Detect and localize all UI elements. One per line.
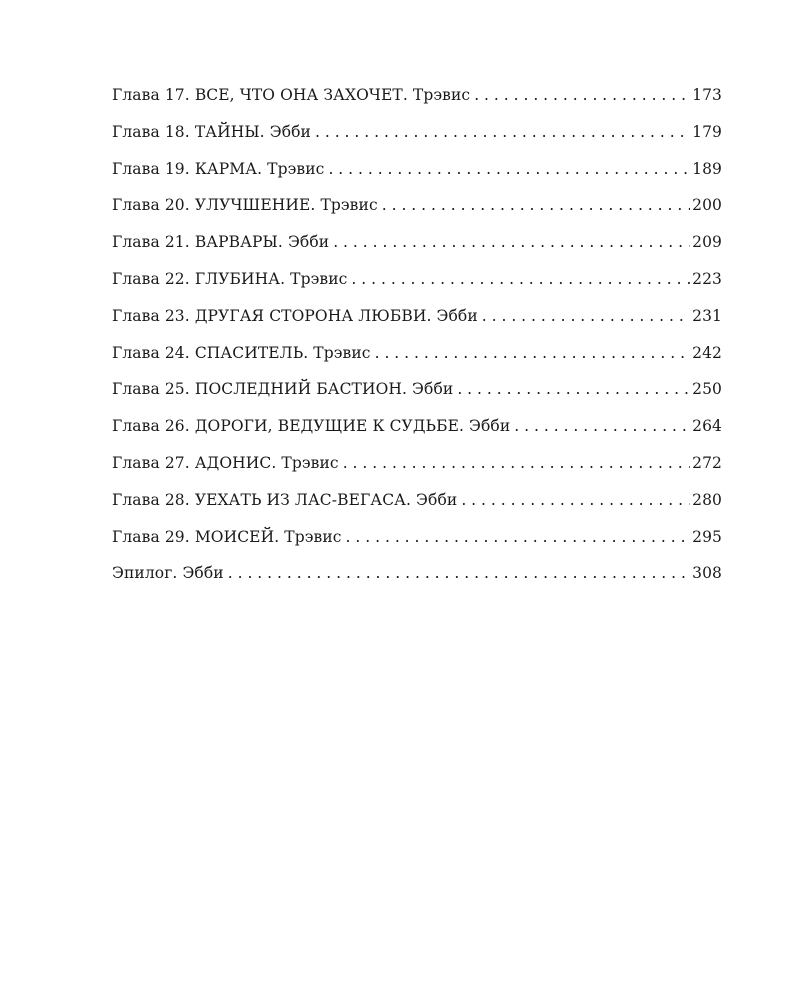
dot-leader bbox=[375, 344, 691, 362]
toc-entry-page-number: 295 bbox=[692, 527, 722, 546]
toc-entry-title: Глава 20. УЛУЧШЕНИЕ. Трэвис bbox=[112, 196, 378, 215]
toc-entry bbox=[112, 564, 722, 601]
toc-entry-title: Глава 29. МОИСЕЙ. Трэвис bbox=[112, 527, 342, 546]
dot-leader bbox=[346, 528, 691, 546]
toc-entry bbox=[112, 454, 722, 491]
toc-entry bbox=[112, 417, 722, 454]
toc-entry-page-number: 280 bbox=[692, 490, 722, 509]
toc-entry-title: Глава 19. КАРМА. Трэвис bbox=[112, 159, 325, 178]
toc-entry-page-number: 272 bbox=[692, 453, 722, 472]
toc-entry-title: Глава 23. ДРУГАЯ СТОРОНА ЛЮБВИ. Эбби bbox=[112, 306, 478, 325]
dot-leader bbox=[343, 454, 690, 472]
toc-entry bbox=[112, 123, 722, 160]
toc-entry-page-number: 179 bbox=[692, 122, 722, 141]
dot-leader bbox=[351, 270, 690, 288]
dot-leader bbox=[333, 233, 690, 251]
toc-entry-page-number: 223 bbox=[692, 269, 722, 288]
dot-leader bbox=[457, 380, 690, 398]
toc-entry-title: Глава 21. ВАРВАРЫ. Эбби bbox=[112, 233, 330, 252]
toc-entry-title: Глава 18. ТАЙНЫ. Эбби bbox=[112, 122, 311, 141]
dot-leader bbox=[382, 196, 690, 214]
toc-entry-title: Глава 27. АДОНИС. Трэвис bbox=[112, 453, 339, 472]
toc-entry bbox=[112, 380, 722, 417]
table-of-contents bbox=[112, 86, 722, 601]
toc-entry-page-number: 264 bbox=[692, 417, 722, 436]
toc-entry bbox=[112, 160, 722, 197]
toc-entry-title: Глава 24. СПАСИТЕЛЬ. Трэвис bbox=[112, 343, 371, 362]
toc-entry-page-number: 231 bbox=[692, 306, 722, 325]
dot-leader bbox=[328, 160, 690, 178]
toc-entry-title: Эпилог. Эбби bbox=[112, 564, 224, 583]
dot-leader bbox=[315, 123, 690, 141]
toc-entry-title: Глава 22. ГЛУБИНА. Трэвис bbox=[112, 269, 348, 288]
toc-entry bbox=[112, 528, 722, 565]
dot-leader bbox=[474, 86, 690, 104]
toc-entry bbox=[112, 491, 722, 528]
toc-entry-title: Глава 17. ВСЕ, ЧТО ОНА ЗАХОЧЕТ. Трэвис bbox=[112, 86, 471, 104]
dot-leader bbox=[514, 417, 690, 435]
toc-entry-page-number: 250 bbox=[692, 380, 722, 399]
toc-entry-page-number: 189 bbox=[692, 159, 722, 178]
toc-entry bbox=[112, 196, 722, 233]
toc-entry bbox=[112, 233, 722, 270]
dot-leader bbox=[461, 491, 690, 509]
toc-entry bbox=[112, 307, 722, 344]
toc-entry-title: Глава 26. ДОРОГИ, ВЕДУЩИЕ К СУДЬБЕ. Эбби bbox=[112, 417, 511, 436]
toc-entry bbox=[112, 270, 722, 307]
toc-entry bbox=[112, 344, 722, 381]
toc-entry-page-number: 200 bbox=[692, 196, 722, 215]
toc-entry-title: Глава 25. ПОСЛЕДНИЙ БАСТИОН. Эбби bbox=[112, 380, 454, 399]
toc-entry-page-number: 209 bbox=[692, 233, 722, 252]
toc-entry-page-number: 308 bbox=[692, 564, 722, 583]
toc-entry-title: Глава 28. УЕХАТЬ ИЗ ЛАС-ВЕГАСА. Эбби bbox=[112, 490, 458, 509]
dot-leader bbox=[482, 307, 690, 325]
toc-entry-page-number: 242 bbox=[692, 343, 722, 362]
toc-entry-page-number: 173 bbox=[692, 86, 722, 104]
dot-leader bbox=[228, 564, 690, 582]
toc-entry bbox=[112, 86, 722, 123]
